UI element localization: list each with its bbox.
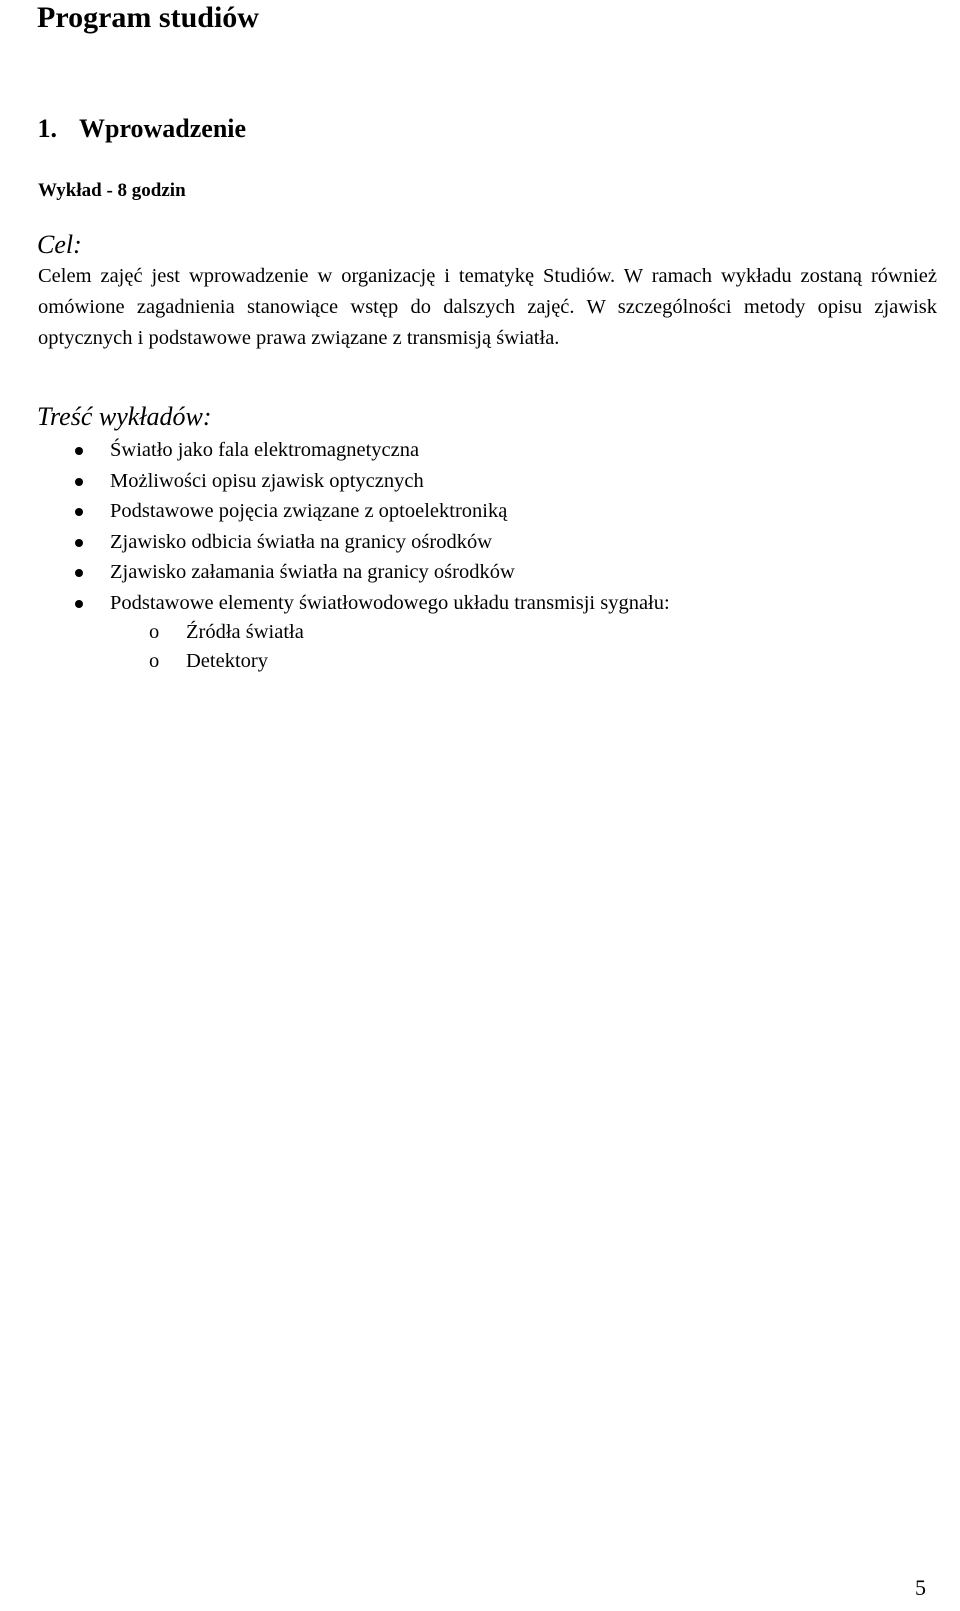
sub-list-item bbox=[0, 647, 670, 676]
list-item bbox=[0, 588, 670, 619]
sub-list-container bbox=[0, 618, 670, 676]
page-title: Program studiów bbox=[37, 1, 259, 34]
subtopic-text: Źródła światła bbox=[186, 621, 304, 643]
topic-text: Zjawisko załamania światła na granicy ośrodków bbox=[110, 561, 515, 583]
goal-paragraph: Celem zajęć jest wprowadzenie w organizację i tematykę Studiów. W ramach wykładu zostaną również omówione zagadnienia stanowiące wstęp do dalszych zajęć. W szczególności metody opisu zjawisk optycznych i podstawowe prawa związane z transmisją światła. bbox=[38, 265, 937, 349]
bullet-icon bbox=[75, 569, 83, 577]
bullet-icon bbox=[75, 478, 83, 486]
topic-text: Światło jako fala elektromagnetyczna bbox=[110, 439, 420, 461]
list-item bbox=[0, 496, 670, 527]
bullet-icon bbox=[75, 508, 83, 516]
section-number: 1. bbox=[37, 114, 57, 143]
subtopic-list bbox=[0, 618, 670, 676]
list-item bbox=[0, 557, 670, 588]
list-item bbox=[0, 466, 670, 497]
content-label: Treść wykładów: bbox=[37, 402, 212, 431]
topic-text: Zjawisko odbicia światła na granicy ośrodków bbox=[110, 530, 493, 553]
topic-text: Podstawowe elementy światłowodowego układu transmisji sygnału: bbox=[110, 591, 670, 614]
bullet-icon bbox=[75, 600, 83, 608]
page-number: 5 bbox=[915, 1575, 926, 1600]
bullet-icon bbox=[75, 447, 83, 455]
topic-list bbox=[0, 435, 670, 676]
list-item bbox=[0, 435, 670, 466]
lecture-hours: Wykład - 8 godzin bbox=[38, 180, 186, 201]
sub-list-item bbox=[0, 618, 670, 647]
bullet-icon bbox=[75, 539, 83, 547]
goal-label: Cel: bbox=[37, 230, 82, 259]
list-item bbox=[0, 527, 670, 558]
subtopic-text: Detektory bbox=[186, 650, 268, 672]
section-title: Wprowadzenie bbox=[79, 114, 247, 143]
topic-text: Możliwości opisu zjawisk optycznych bbox=[110, 469, 424, 492]
sub-bullet-icon: o bbox=[149, 650, 160, 672]
sub-bullet-icon: o bbox=[149, 621, 160, 643]
section-heading bbox=[0, 113, 246, 145]
topic-text: Podstawowe pojęcia związane z optoelektroniką bbox=[110, 500, 508, 522]
